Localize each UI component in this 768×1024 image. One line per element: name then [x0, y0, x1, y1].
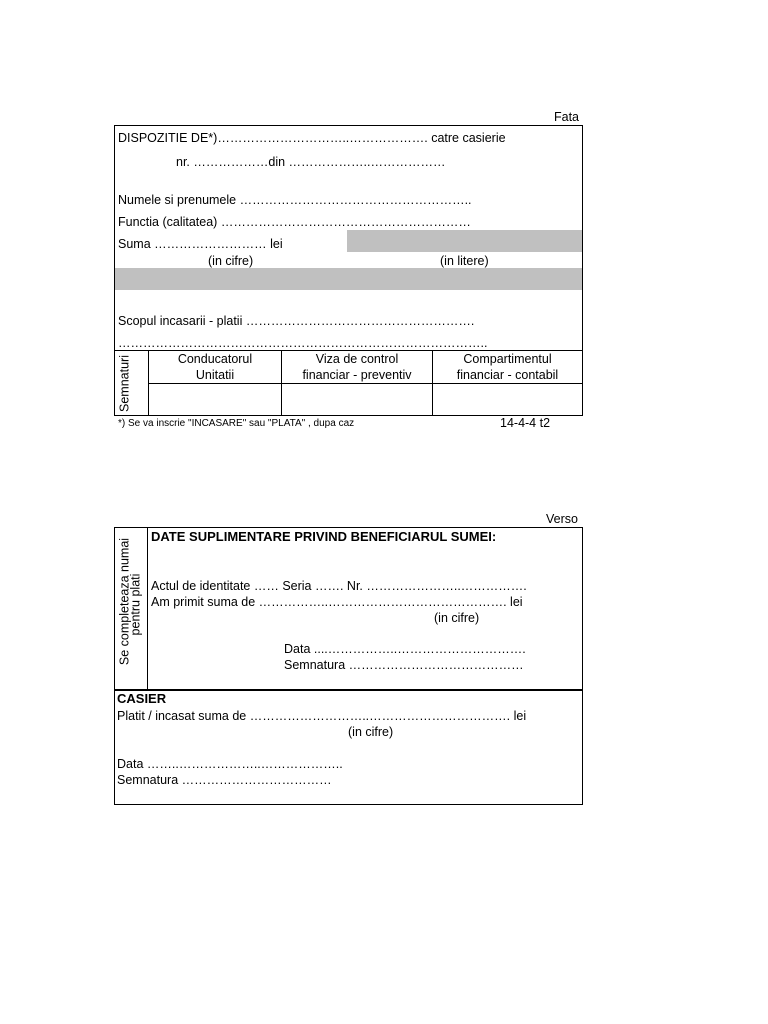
cashier-date-line: Data ……..………………..……………….. [117, 757, 343, 771]
in-words-caption: (in litere) [440, 254, 489, 268]
disposition-title-line: DISPOZITIE DE*)…………………………..………………. catre casierie [118, 131, 506, 145]
cashier-in-figures-caption: (in cifre) [348, 725, 394, 739]
sum-words-continuation-field [115, 268, 582, 290]
signatures-vertical-label: Semnaturi [117, 355, 132, 412]
cashier-signature-line: Semnatura ……………………………… [117, 773, 332, 787]
signature-table-mid-border [148, 383, 583, 384]
fill-only-label-1: Se completeaza numai [117, 537, 132, 666]
sum-in-words-field [347, 230, 582, 252]
col2-line1: Viza de control [315, 352, 399, 366]
paid-sum-line: Platit / incasat suma de ………………………..……………………………. lei [117, 709, 527, 723]
in-figures-caption: (in cifre) [208, 254, 254, 268]
signature-table-top-border [114, 350, 583, 351]
back-vertical-divider [147, 527, 148, 690]
beneficiary-header: DATE SUPLIMENTARE PRIVIND BENEFICIARUL SUMEI: [151, 529, 497, 544]
number-date-line: nr. ………………din ………………..……………… [176, 155, 446, 169]
fill-only-label-2: pentru plati [128, 573, 143, 636]
sum-line: Suma ……………………… lei [118, 237, 283, 251]
col3-line2: financiar - contabil [456, 368, 559, 382]
received-sum-line: Am primit suma de ……………..……………………………………. lei [151, 595, 523, 609]
received-in-figures-caption: (in cifre) [434, 611, 480, 625]
front-side-label: Fata [554, 110, 580, 124]
footnote: *) Se va inscrie "INCASARE" sau "PLATA" , dupa caz [118, 418, 355, 429]
purpose-dotted-line: …………………………………………………………………………….. [118, 336, 488, 350]
function-line: Functia (calitatea) …………………………………………………… [118, 215, 471, 229]
col1-line1: Conducatorul [177, 352, 253, 366]
cashier-section-border [114, 689, 583, 691]
form-code: 14-4-4 t2 [500, 416, 551, 430]
name-line: Numele si prenumele ……………………………………………….. [118, 193, 472, 207]
back-side-label: Verso [546, 512, 578, 526]
id-document-line: Actul de identitate …… Seria ……. Nr. …………………..……………. [151, 579, 527, 593]
col2-line2: financiar - preventiv [302, 368, 412, 382]
col1-line2: Unitatii [195, 368, 235, 382]
col3-line1: Compartimentul [463, 352, 552, 366]
purpose-line: Scopul incasarii - platii ………………………………………………. [118, 314, 475, 328]
beneficiary-signature-line: Semnatura …………………………………… [284, 658, 524, 672]
cashier-title: CASIER [117, 691, 167, 706]
beneficiary-date-line: Data ....……………..…………………………. [284, 642, 526, 656]
